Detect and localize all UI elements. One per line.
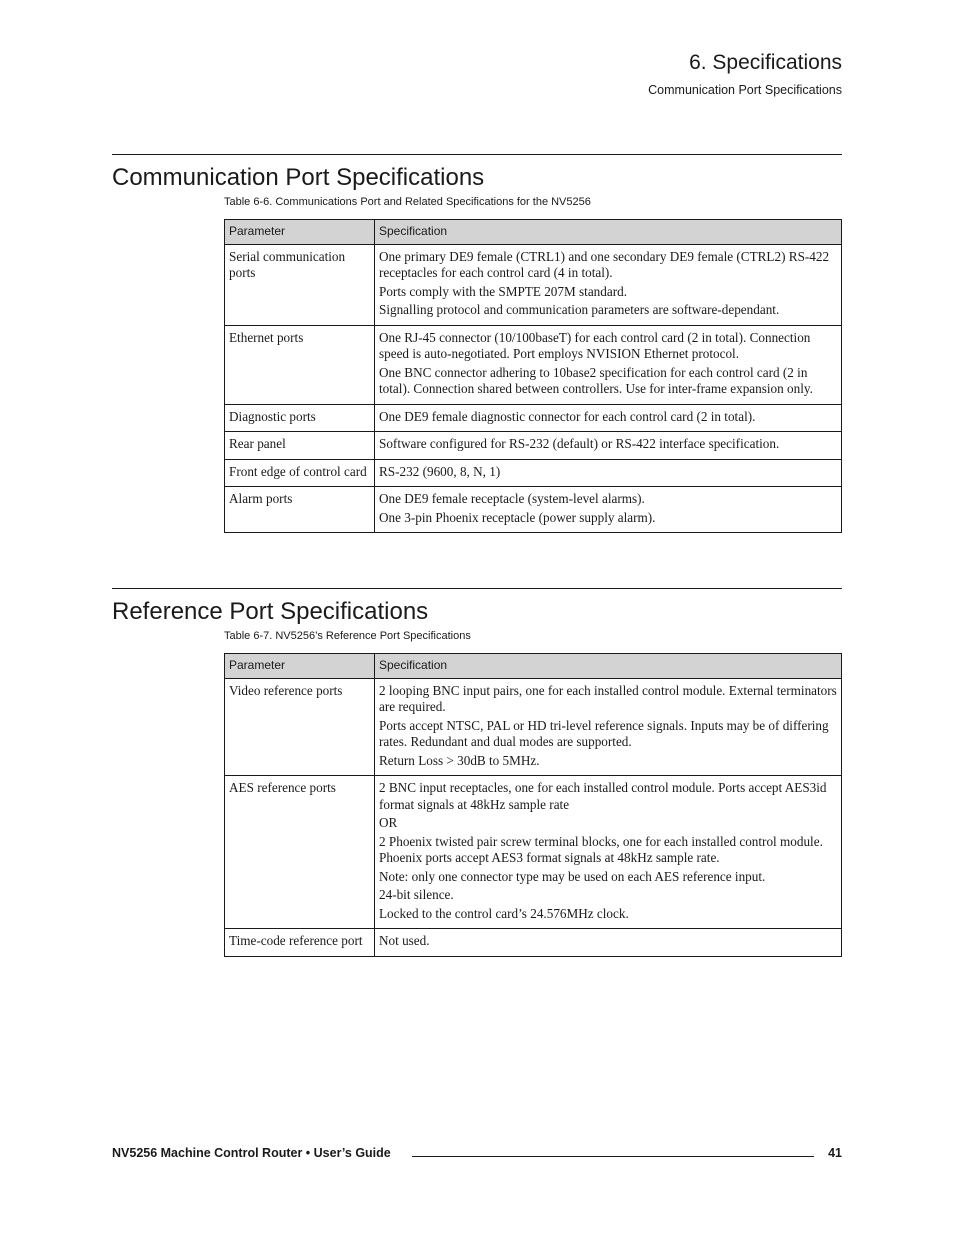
specification-line: 2 BNC input receptacles, one for each installed control module. Ports accept AES3id format signals at 48kHz sample rate (379, 780, 827, 812)
specification-line: Signalling protocol and communication parameters are software-dependant. (379, 302, 780, 317)
table-header-row (225, 654, 842, 679)
table-row (225, 776, 842, 929)
reference-port-table (224, 653, 842, 957)
specification-cell (375, 776, 842, 929)
parameter-cell: Serial communication ports (225, 244, 375, 325)
table-row (225, 432, 842, 460)
communication-port-table (224, 219, 842, 533)
running-chapter-title: 6. Specifications (689, 51, 842, 74)
specification-line: 24-bit silence. (379, 887, 454, 902)
parameter-cell: Video reference ports (225, 678, 375, 776)
table-row (225, 929, 842, 957)
specification-line: One DE9 female diagnostic connector for each control card (2 in total). (379, 408, 756, 424)
specification-line: Software configured for RS-232 (default) or RS-422 interface specification. (379, 436, 780, 451)
specification-cell (375, 244, 842, 325)
specification-cell (375, 678, 842, 776)
specification-line: Ports comply with the SMPTE 207M standard. (379, 283, 627, 299)
specification-line: RS-232 (9600, 8, N, 1) (379, 463, 501, 479)
table-row (225, 325, 842, 404)
parameter-cell: Time-code reference port (225, 929, 375, 957)
specification-line: One DE9 female receptacle (system-level alarms). (379, 491, 645, 506)
parameter-cell: Ethernet ports (225, 325, 375, 404)
table-row (225, 404, 842, 432)
table-row (225, 244, 842, 325)
parameter-cell: Rear panel (225, 432, 375, 460)
specification-cell (375, 487, 842, 533)
specification-line: Not used. (379, 933, 430, 948)
specification-cell (375, 929, 842, 957)
specification-cell (375, 325, 842, 404)
footer-divider (412, 1156, 814, 1157)
table-header-row (225, 220, 842, 245)
specification-line: One BNC connector adhering to 10base2 specification for each control card (2 in total). Connection shared between controllers. Use for inter-frame expansion only. (379, 364, 813, 396)
table-row (225, 678, 842, 776)
specification-line: OR (379, 815, 398, 830)
page-number: 41 (828, 1146, 842, 1160)
parameter-cell: Front edge of control card (225, 459, 375, 487)
page-footer (112, 1146, 842, 1164)
specification-line: One primary DE9 female (CTRL1) and one secondary DE9 female (CTRL2) RS-422 receptacles for each control card (4 in total). (379, 248, 830, 280)
column-header-parameter: Parameter (225, 220, 375, 245)
parameter-cell: AES reference ports (225, 776, 375, 929)
specification-cell (375, 404, 842, 432)
section-heading: Communication Port Specifications (112, 164, 485, 191)
specification-line: 2 Phoenix twisted pair screw terminal blocks, one for each installed control module. Phoenix ports accept AES3 format signals at 48kHz sample rate. (379, 833, 823, 865)
specification-line: 2 looping BNC input pairs, one for each installed control module. External terminators are required. (379, 682, 837, 714)
specification-line: Locked to the control card’s 24.576MHz clock. (379, 905, 629, 921)
table-caption: Table 6-7. NV5256’s Reference Port Specifications (224, 630, 471, 642)
running-head (648, 50, 842, 97)
specification-line: One 3-pin Phoenix receptacle (power supply alarm). (379, 509, 656, 525)
running-section-title: Communication Port Specifications (648, 83, 842, 97)
section-divider (112, 588, 842, 589)
parameter-cell: Alarm ports (225, 487, 375, 533)
footer-document-title: NV5256 Machine Control Router • User’s Guide (112, 1146, 391, 1160)
specification-line: Return Loss > 30dB to 5MHz. (379, 752, 540, 768)
specification-line: Ports accept NTSC, PAL or HD tri-level reference signals. Inputs may be of differing rates. Redundant and dual modes are supported. (379, 717, 829, 749)
column-header-specification: Specification (375, 220, 842, 245)
specification-cell (375, 432, 842, 460)
reference-port-section (112, 588, 842, 957)
parameter-cell: Diagnostic ports (225, 404, 375, 432)
column-header-specification: Specification (375, 654, 842, 679)
communication-port-section (112, 154, 842, 533)
specification-line: Note: only one connector type may be used on each AES reference input. (379, 868, 766, 884)
section-heading: Reference Port Specifications (112, 598, 429, 625)
table-caption: Table 6-6. Communications Port and Related Specifications for the NV5256 (224, 196, 591, 208)
specification-cell (375, 459, 842, 487)
column-header-parameter: Parameter (225, 654, 375, 679)
specification-line: One RJ-45 connector (10/100baseT) for each control card (2 in total). Connection speed is auto-negotiated. Port employs NVISION Ethernet protocol. (379, 329, 811, 361)
table-row (225, 487, 842, 533)
section-divider (112, 154, 842, 155)
table-row (225, 459, 842, 487)
